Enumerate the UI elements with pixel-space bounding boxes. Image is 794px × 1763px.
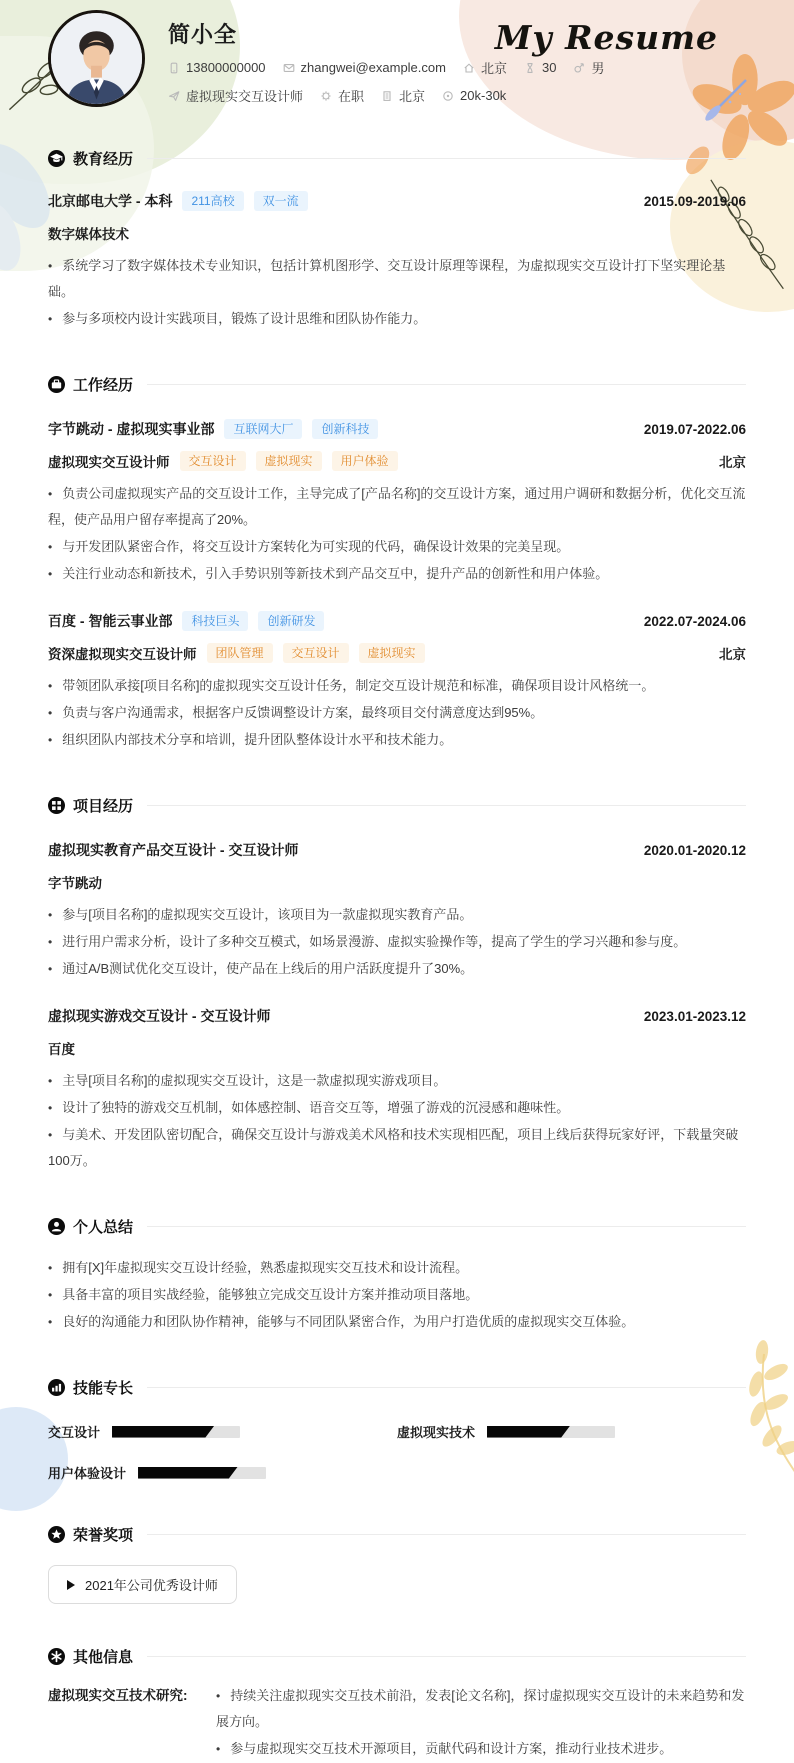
education-entry-row <box>48 191 746 211</box>
project-date: 2020.01-2020.12 <box>643 842 746 858</box>
bullet-item: • 组织团队内部技术分享和培训，提升团队整体设计水平和技术能力。 <box>48 727 746 753</box>
project-company-row <box>48 1038 746 1058</box>
education-icon <box>48 150 65 167</box>
contact-phone-text: 13800000000 <box>186 60 266 75</box>
work-company-row <box>48 419 746 439</box>
bullet-item: • 与美术、开发团队密切配合，确保交互设计与游戏美术风格和技术实现相匹配，项目上线后获得玩家好评，下载量突破100万。 <box>48 1122 746 1174</box>
skills-header <box>48 1377 746 1398</box>
work-role-group <box>48 643 425 663</box>
section-divider <box>147 1656 746 1657</box>
phone-icon <box>168 62 180 74</box>
home-icon <box>463 62 475 74</box>
honor-item-toggle[interactable] <box>48 1565 237 1604</box>
bullet-item: • 参与多项校内设计实践项目，锻炼了设计思维和团队协作能力。 <box>48 306 746 332</box>
company-name: 字节跳动 - 虚拟现实事业部 <box>48 421 215 437</box>
resume-header <box>48 0 746 140</box>
project-entry <box>48 840 746 982</box>
project-name: 虚拟现实教育产品交互设计 - 交互设计师 <box>48 842 299 858</box>
project-bullets <box>48 902 746 982</box>
bullet-item: • 进行用户需求分析，设计了多种交互模式，如场景漫游、虚拟实验操作等，提高了学生的学习兴趣和参与度。 <box>48 929 746 955</box>
honor-item-label: 2021年公司优秀设计师 <box>85 1578 218 1593</box>
skill-name: 用户体验设计 <box>48 1466 127 1481</box>
section-divider <box>147 384 746 385</box>
bullet-item: • 负责公司虚拟现实产品的交互设计工作，主导完成了[产品名称]的交互设计方案，通过用户调研和数据分析，优化交互流程，使产品用户留存率提高了20%。 <box>48 481 746 533</box>
other-topic-label: 虚拟现实交互技术研究: <box>48 1688 188 1703</box>
education-header <box>48 148 746 169</box>
work-entry <box>48 419 746 587</box>
work-location: 北京 <box>719 647 746 662</box>
contact-row-2 <box>168 86 506 105</box>
section-title: 其他信息 <box>73 1649 134 1666</box>
bullet-item: • 带领团队承接[项目名称]的虚拟现实交互设计任务，制定交互设计规范和标准，确保项目设计风格统一。 <box>48 673 746 699</box>
role-tag: 虚拟现实 <box>256 451 322 471</box>
section-divider <box>147 1226 746 1227</box>
school-tag: 211高校 <box>182 191 243 211</box>
skills-grid <box>48 1422 746 1482</box>
company-name: 百度 - 智能云事业部 <box>48 613 173 629</box>
projects-icon <box>48 797 65 814</box>
skill-item <box>48 1422 397 1441</box>
skill-item <box>48 1463 397 1482</box>
work-role-group <box>48 451 398 471</box>
section-divider <box>147 158 746 159</box>
age-icon <box>524 62 536 74</box>
section-title: 个人总结 <box>73 1219 134 1236</box>
education-bullets <box>48 253 746 332</box>
honors-header <box>48 1524 746 1545</box>
contact-gender-text: 男 <box>591 61 605 76</box>
contact-status-text: 在职 <box>338 89 365 104</box>
section-summary <box>48 1216 746 1335</box>
project-title-row <box>48 1006 746 1026</box>
bullet-item: • 具备丰富的项目实战经验，能够独立完成交互设计方案并推动项目落地。 <box>48 1282 746 1308</box>
major-name: 数字媒体技术 <box>48 227 129 242</box>
work-header <box>48 374 746 395</box>
bullet-item: • 设计了独特的游戏交互机制，如体感控制、语音交互等，增强了游戏的沉浸感和趣味性。 <box>48 1095 746 1121</box>
contact-position-text: 虚拟现实交互设计师 <box>186 89 304 104</box>
work-icon <box>48 376 65 393</box>
contact-salary-text: 20k-30k <box>460 88 507 103</box>
skill-bar-track <box>138 1467 266 1479</box>
role-tag: 交互设计 <box>283 643 349 663</box>
other-info-row <box>48 1683 746 1763</box>
role-tag: 用户体验 <box>332 451 398 471</box>
section-honors <box>48 1524 746 1604</box>
skill-name: 交互设计 <box>48 1425 101 1440</box>
role-name: 虚拟现实交互设计师 <box>48 455 170 470</box>
bullet-item: • 良好的沟通能力和团队协作精神，能够与不同团队紧密合作，为用户打造优质的虚拟现实交互体验。 <box>48 1309 746 1335</box>
status-gear-icon <box>320 90 332 102</box>
expand-triangle-icon <box>67 1580 75 1590</box>
section-title: 荣誉奖项 <box>73 1527 134 1544</box>
skill-bar-track <box>112 1426 240 1438</box>
work-date: 2019.07-2022.06 <box>643 421 746 437</box>
project-title-row <box>48 840 746 860</box>
section-title: 教育经历 <box>73 151 134 168</box>
work-date: 2022.07-2024.06 <box>643 613 746 629</box>
contact-salary <box>442 88 506 103</box>
project-company: 字节跳动 <box>48 876 102 891</box>
contact-email-text: zhangwei@example.com <box>300 60 446 75</box>
skill-bar-fill <box>112 1426 214 1438</box>
bullet-item: • 拥有[X]年虚拟现实交互设计经验，熟悉虚拟现实交互技术和设计流程。 <box>48 1255 746 1281</box>
project-name: 虚拟现实游戏交互设计 - 交互设计师 <box>48 1008 271 1024</box>
work-bullets <box>48 481 746 587</box>
contact-row-1 <box>168 58 604 77</box>
building-icon <box>381 90 393 102</box>
project-bullets <box>48 1068 746 1174</box>
avatar <box>48 10 145 107</box>
skill-item <box>397 1422 746 1441</box>
contact-location-text: 北京 <box>480 61 507 76</box>
company-tag: 科技巨头 <box>182 611 248 631</box>
section-divider <box>147 805 746 806</box>
work-company-group <box>48 611 324 631</box>
school-name: 北京邮电大学 - 本科 <box>48 193 173 209</box>
section-projects <box>48 795 746 1174</box>
project-company: 百度 <box>48 1042 75 1057</box>
projects-header <box>48 795 746 816</box>
bullet-item: • 系统学习了数字媒体技术专业知识，包括计算机图形学、交互设计原理等课程，为虚拟现实交互设计打下坚实理论基础。 <box>48 253 746 305</box>
bullet-item: • 参与[项目名称]的虚拟现实交互设计，该项目为一款虚拟现实教育产品。 <box>48 902 746 928</box>
role-tag: 虚拟现实 <box>359 643 425 663</box>
education-major-row <box>48 223 746 243</box>
contact-position <box>168 86 303 105</box>
work-entry <box>48 611 746 753</box>
skill-bar-fill <box>487 1426 570 1438</box>
candidate-name: 简小全 <box>168 22 238 47</box>
gender-icon <box>573 62 585 74</box>
contact-city-text: 北京 <box>399 89 426 104</box>
chart-bars-icon <box>48 1379 65 1396</box>
contact-age-text: 30 <box>541 60 557 75</box>
role-name: 资深虚拟现实交互设计师 <box>48 647 197 662</box>
section-work <box>48 374 746 753</box>
role-tag: 交互设计 <box>180 451 246 471</box>
work-company-row <box>48 611 746 631</box>
bullet-item: • 与开发团队紧密合作，将交互设计方案转化为可实现的代码，确保设计效果的完美呈现。 <box>48 534 746 560</box>
section-other <box>48 1646 746 1763</box>
position-icon <box>168 90 180 102</box>
asterisk-icon <box>48 1648 65 1665</box>
project-company-row <box>48 872 746 892</box>
summary-bullets <box>48 1255 746 1335</box>
education-school-group <box>48 191 308 211</box>
section-education <box>48 148 746 332</box>
mail-icon <box>283 62 295 74</box>
company-tag: 互联网大厂 <box>224 419 302 439</box>
work-bullets <box>48 673 746 753</box>
skill-name: 虚拟现实技术 <box>397 1425 476 1440</box>
other-header <box>48 1646 746 1667</box>
project-entry <box>48 1006 746 1174</box>
brand-script-text: My Resume <box>494 18 718 57</box>
bullet-item: • 通过A/B测试优化交互设计，使产品在上线后的用户活跃度提升了30%。 <box>48 956 746 982</box>
summary-header <box>48 1216 746 1237</box>
bullet-item: • 持续关注虚拟现实交互技术前沿，发表[论文名称]，探讨虚拟现实交互设计的未来趋势和发展方向。 <box>216 1683 746 1735</box>
contact-age <box>524 60 556 75</box>
salary-coin-icon <box>442 90 454 102</box>
section-skills <box>48 1377 746 1482</box>
contact-status <box>320 86 364 105</box>
bullet-item: • 负责与客户沟通需求，根据客户反馈调整设计方案，最终项目交付满意度达到95%。 <box>48 700 746 726</box>
other-bullets <box>216 1683 746 1763</box>
contact-location <box>463 58 507 77</box>
work-role-row <box>48 451 746 471</box>
contact-city <box>381 86 425 105</box>
bullet-item: • 主导[项目名称]的虚拟现实交互设计，这是一款虚拟现实游戏项目。 <box>48 1068 746 1094</box>
work-company-group <box>48 419 378 439</box>
contact-gender <box>573 58 604 77</box>
medal-star-icon <box>48 1526 65 1543</box>
section-title: 技能专长 <box>73 1380 134 1397</box>
bullet-item: • 关注行业动态和新技术，引入手势识别等新技术到产品交互中，提升产品的创新性和用户体验。 <box>48 561 746 587</box>
role-tag: 团队管理 <box>207 643 273 663</box>
person-icon <box>48 1218 65 1235</box>
contact-phone <box>168 60 266 75</box>
work-role-row <box>48 643 746 663</box>
contact-email <box>283 60 446 75</box>
section-divider <box>147 1534 746 1535</box>
section-divider <box>147 1387 746 1388</box>
skill-bar-track <box>487 1426 615 1438</box>
project-date: 2023.01-2023.12 <box>643 1008 746 1024</box>
section-title: 工作经历 <box>73 377 134 394</box>
school-tag: 双一流 <box>254 191 308 211</box>
work-location: 北京 <box>719 455 746 470</box>
company-tag: 创新科技 <box>312 419 378 439</box>
section-title: 项目经历 <box>73 798 134 815</box>
bullet-item: • 参与虚拟现实交互技术开源项目，贡献代码和设计方案，推动行业技术进步。 <box>216 1736 746 1762</box>
skill-bar-fill <box>138 1467 238 1479</box>
education-date: 2015.09-2019.06 <box>643 193 746 209</box>
company-tag: 创新研发 <box>258 611 324 631</box>
